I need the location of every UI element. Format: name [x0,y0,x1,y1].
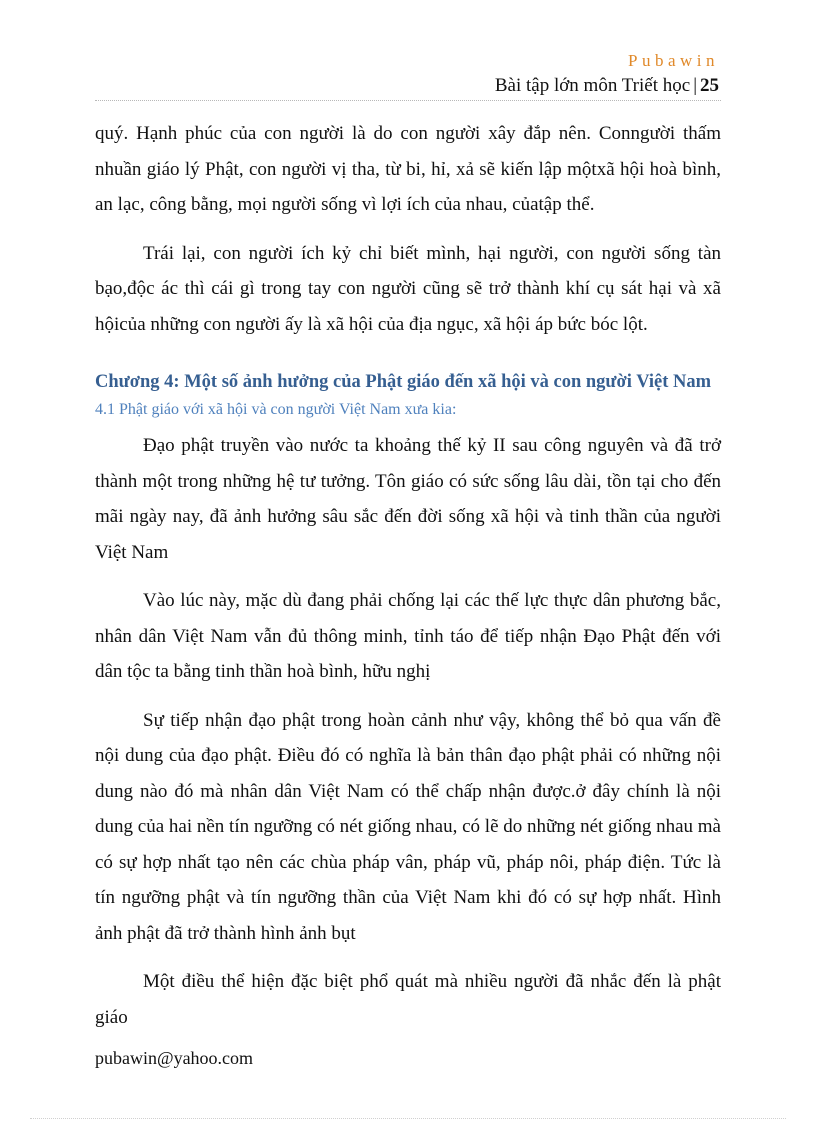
paragraph-5: Sự tiếp nhận đạo phật trong hoàn cảnh như vậy, không thể bỏ qua vấn đề nội dung của đạo phật. Điều đó có nghĩa là bản thân đạo phật phải có những nội dung nào đó mà nhân dân Việt Nam có thể chấp nhận được.ở đây chính là nội dung của hai nền tín ngưỡng có nét giống nhau, có lẽ do những nét giống nhau mà có sự hợp nhất tạo nên các chùa pháp vân, pháp vũ, pháp nôi, pháp điện. Tức là tín ngưỡng phật và tín ngưỡng thần của Việt Nam khi đó có sự hợp nhất. Hình ảnh phật đã trở thành hình ảnh bụt [95,709,721,944]
footer-email: pubawin@yahoo.com [95,1048,254,1068]
header-divider [95,100,721,101]
paragraph-1: quý. Hạnh phúc của con người là do con người xây đắp nên. Conngười thấm nhuần giáo lý Phật, con người vị tha, từ bi, hỉ, xả sẽ kiến lập mộtxã hội hoà bình, an lạc, công bằng, mọi người sống vì lợi ích của nhau, củatập thể. [95,123,721,215]
paragraph-3: Đạo phật truyền vào nước ta khoảng thế kỷ II sau công nguyên và đã trở thành một trong những hệ tư tưởng. Tôn giáo có sức sống lâu dài, tồn tại cho đến mãi ngày nay, đã ảnh hưởng sâu sắc đến đời sống xã hội và tinh thần của người Việt Nam [95,435,721,563]
header-separator: | [693,75,697,96]
header-title-line [495,75,719,97]
footer-divider [30,1118,786,1119]
paragraph-2: Trái lại, con người ích kỷ chỉ biết mình, hại người, con người sống tàn bạo,độc ác thì cái gì trong tay con người cũng sẽ trở thành khí cụ sát hại và xã hộicủa những con người ấy là xã hội của địa ngục, xã hội áp bức bóc lột. [95,242,721,335]
section-heading: 4.1 Phật giáo với xã hội và con người Việt Nam xưa kia: [95,401,457,418]
paragraph-6: Một điều thể hiện đặc biệt phổ quát mà nhiều người đã nhắc đến là phật giáo [95,971,721,1028]
chapter-heading: Chương 4: Một số ảnh hưởng của Phật giáo đến xã hội và con người Việt Nam [95,372,712,392]
document-body [95,116,721,1048]
header-author: Pubawin [628,51,719,70]
page-number: 25 [700,75,719,96]
header-title: Bài tập lớn môn Triết học [494,75,691,96]
paragraph-4: Vào lúc này, mặc dù đang phải chống lại các thế lực thực dân phương bắc, nhân dân Việt Nam vẫn đủ thông minh, tỉnh táo để tiếp nhận Đạo Phật đến với dân tộc ta bằng tinh thần hoà bình, hữu nghị [95,590,721,682]
